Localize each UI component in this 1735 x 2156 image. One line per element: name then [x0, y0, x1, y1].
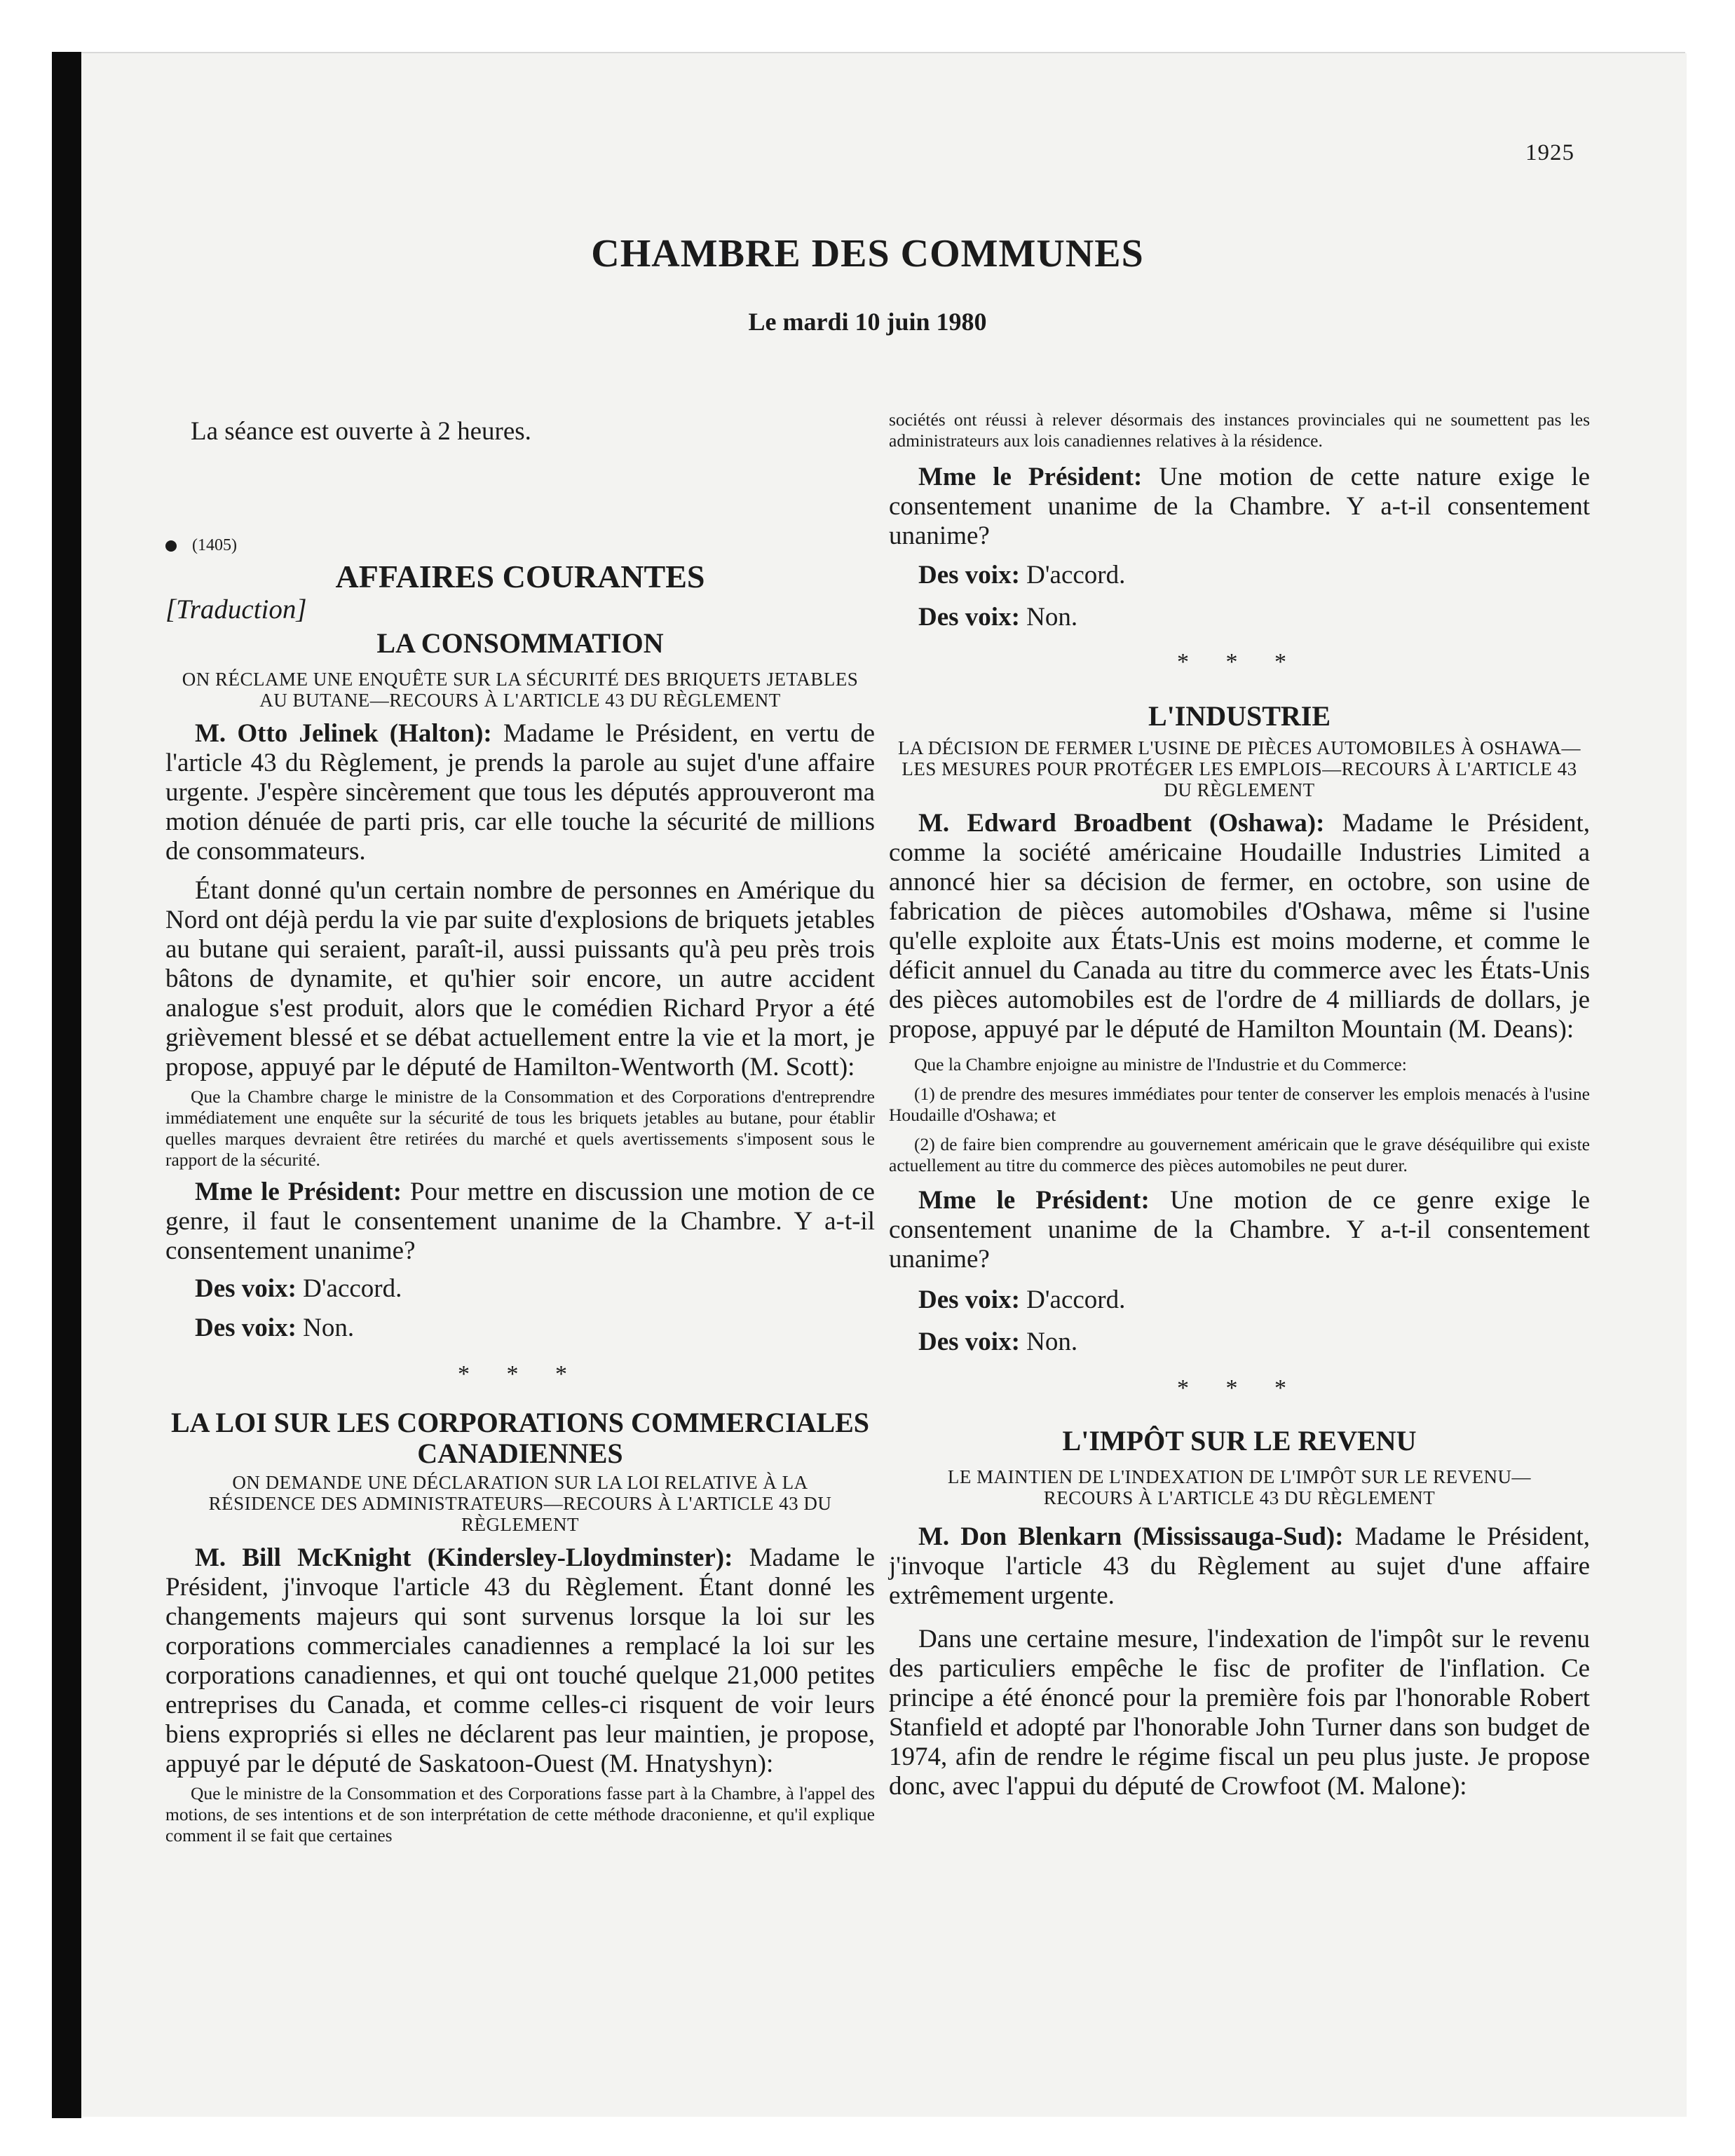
speech-text: Madame le Président, comme la société américaine Houdaille Industries Limited a annoncé hier sa décision de fermer, en octobre, son usine de fabrication de pièces automobiles d'Oshawa, même si l'usine qu'elle exploite aux États-Unis est moins moderne, et comme le déficit annuel du Canada au titre du commerce avec les États-Unis des pièces automobiles est de l'ordre de 4 milliards de dollars, je propose, appuyé par le député de Hamilton Mountain (M. Deans):: [889, 809, 1590, 1044]
speaker-name: Des voix:: [918, 603, 1020, 632]
speaker-name: Des voix:: [195, 1314, 297, 1342]
speech-president-2: [889, 463, 1590, 551]
speech-mcknight: [165, 1543, 875, 1779]
right-column: [889, 409, 1590, 1801]
speech-text: Non.: [1019, 1328, 1078, 1356]
speech-voices-4: [889, 603, 1590, 632]
section-separator: * * *: [1177, 649, 1302, 675]
section-title-industrie: L'INDUSTRIE: [1148, 700, 1331, 732]
speaker-name: M. Don Blenkarn (Mississauga-Sud):: [918, 1522, 1344, 1551]
section-subtitle-industrie: LA DÉCISION DE FERMER L'USINE DE PIÈCES AUTOMOBILES À OSHAWA—LES MESURES POUR PROTÉGER LES EMPLOIS—RECOURS À L'ARTICLE 43 DU RÈGLEMENT: [898, 737, 1581, 800]
motion-text-continued: sociétés ont réussi à relever désormais des instances provinciales qui ne soumettent pas les administrateurs aux lois canadiennes relatives à la résidence.: [889, 409, 1590, 451]
speaker-name: Des voix:: [195, 1274, 297, 1303]
timestamp-text: (1405): [192, 536, 237, 554]
motion-text-corporations: Que le ministre de la Consommation et des Corporations fasse part à la Chambre, à l'appel des motions, de ses intentions et de son interprétation de cette méthode draconienne, et qu'il explique comment il se fait que certaines: [165, 1783, 875, 1845]
translation-tag: [Traduction]: [165, 594, 307, 625]
motion-text-consommation: Que la Chambre charge le ministre de la Consommation et des Corporations d'entreprendre immédiatement une enquête sur la sécurité de tous les briquets jetables au butane, pour établir quelles marques devraient être retirées du marché et quels avertissements s'imposent sous le rapport de la sécurité.: [165, 1086, 875, 1170]
section-separator: * * *: [1177, 1375, 1302, 1401]
speech-broadbent: [889, 809, 1590, 1044]
speech-president-1: [165, 1178, 875, 1266]
speech-jelinek-2: Étant donné qu'un certain nombre de personnes en Amérique du Nord ont déjà perdu la vie par suite d'explosions de briquets jetables au butane qui seraient, paraît-il, aussi puissants qu'à peu près trois bâtons de dynamite, et qu'hier soir encore, un autre accident analogue s'est produit, alors que le comédien Richard Pryor a été grièvement blessé et se débat actuellement entre la vie et la mort, je propose, appuyé par le député de Hamilton-Wentworth (M. Scott):: [165, 876, 875, 1082]
speech-text: Pour mettre en discussion une motion de ce genre, il faut le consentement unanime de la Chambre. Y a-t-il consentement unanime?: [165, 1178, 875, 1265]
speech-voices-5: [889, 1285, 1590, 1315]
speaker-name: Mme le Président:: [918, 1186, 1150, 1215]
timestamp-marker: [165, 536, 875, 555]
motion-item-1: (1) de prendre des mesures immédiates pour tenter de conserver les emplois menacés à l'usine Houdaille d'Oshawa; et: [889, 1084, 1590, 1125]
section-subtitle-consommation: ON RÉCLAME UNE ENQUÊTE SUR LA SÉCURITÉ DES BRIQUETS JETABLES AU BUTANE—RECOURS À L'ARTICLE 43 DU RÈGLEMENT: [182, 669, 859, 711]
speech-text: Une motion de ce genre exige le consentement unanime de la Chambre. Y a-t-il consentement unanime?: [889, 1186, 1590, 1274]
speech-text: Madame le Président, en vertu de l'article 43 du Règlement, je prends la parole au sujet d'une affaire urgente. J'espère sincèrement que tous les députés approuveront ma motion dénuée de parti pris, car elle touche la sécurité de millions de consommateurs.: [165, 719, 876, 866]
speaker-name: Mme le Président:: [195, 1178, 402, 1206]
section-title-impot: L'IMPÔT SUR LE REVENU: [1062, 1425, 1417, 1456]
speech-voices-1: [165, 1274, 875, 1304]
section-subtitle-corporations: ON DEMANDE UNE DÉCLARATION SUR LA LOI RELATIVE À LA RÉSIDENCE DES ADMINISTRATEURS—RECOURS À L'ARTICLE 43 DU RÈGLEMENT: [208, 1472, 832, 1535]
page-number: 1925: [1525, 140, 1574, 165]
speech-blenkarn-2: Dans une certaine mesure, l'indexation de l'impôt sur le revenu des particuliers empêche le fisc de profiter de l'inflation. Ce principe a été énoncé pour la première fois par l'honorable Robert Stanfield et adopté par l'honorable John Turner dans son budget de 1974, afin de rendre le régime fiscal un peu plus juste. Je propose donc, avec l'appui du député de Crowfoot (M. Malone):: [889, 1625, 1590, 1801]
speech-voices-6: [889, 1328, 1590, 1357]
speech-text: D'accord.: [296, 1274, 402, 1303]
motion-item-2: (2) de faire bien comprendre au gouvernement américain que le grave déséquilibre qui existe actuellement au titre du commerce des pièces automobiles ne peut durer.: [889, 1134, 1590, 1175]
speaker-name: Des voix:: [918, 561, 1020, 589]
speaker-name: Des voix:: [918, 1285, 1020, 1314]
speech-text: D'accord.: [1019, 1285, 1126, 1314]
section-subtitle-impot: LE MAINTIEN DE L'INDEXATION DE L'IMPÔT SUR LE REVENU—RECOURS À L'ARTICLE 43 DU RÈGLEMENT: [947, 1466, 1532, 1508]
speaker-name: Mme le Président:: [918, 463, 1143, 491]
speech-voices-3: [889, 561, 1590, 590]
sitting-opening: La séance est ouverte à 2 heures.: [191, 417, 531, 446]
speech-voices-2: [165, 1314, 875, 1343]
speech-jelinek-1: [165, 719, 875, 866]
page-title: CHAMBRE DES COMMUNES: [591, 232, 1144, 275]
speech-text: Madame le Président, j'invoque l'article 43 du Règlement au sujet d'une affaire extrêmement urgente.: [889, 1522, 1590, 1610]
bullet-icon: [165, 540, 177, 552]
speaker-name: M. Otto Jelinek (Halton):: [195, 719, 492, 748]
left-column: [165, 416, 875, 1846]
speech-text: Une motion de cette nature exige le consentement unanime de la Chambre. Y a-t-il consentement unanime?: [889, 463, 1590, 550]
sitting-date: Le mardi 10 juin 1980: [748, 308, 987, 336]
speech-text: Non.: [296, 1314, 355, 1342]
speaker-name: M. Bill McKnight (Kindersley-Lloydminster):: [195, 1543, 733, 1572]
speaker-name: M. Edward Broadbent (Oshawa):: [918, 809, 1325, 838]
speech-text: Madame le Président, j'invoque l'article 43 du Règlement. Étant donné les changements majeurs qui sont survenus lorsque la loi sur les corporations commerciales canadiennes a remplacé la loi sur les corporations canadiennes, et qui ont touché quelque 21,000 petites entreprises du Canada, et comme celles-ci risquent de voir leurs biens expropriés si elles ne déclarent pas leur maintien, je propose, appuyé par le député de Saskatoon-Ouest (M. Hnatyshyn):: [165, 1543, 876, 1778]
speech-blenkarn-1: [889, 1522, 1590, 1611]
section-separator: * * *: [458, 1361, 583, 1387]
section-title-consommation: LA CONSOMMATION: [376, 627, 664, 659]
section-title-corporations: LA LOI SUR LES CORPORATIONS COMMERCIALES CANADIENNES: [170, 1407, 870, 1469]
speech-president-3: [889, 1186, 1590, 1274]
speech-text: D'accord.: [1019, 561, 1126, 589]
rubric-heading: AFFAIRES COURANTES: [335, 559, 705, 594]
speech-text: Non.: [1019, 603, 1078, 632]
scan-left-edge: [52, 52, 81, 2118]
motion-intro-industrie: Que la Chambre enjoigne au ministre de l'Industrie et du Commerce:: [914, 1054, 1407, 1074]
speaker-name: Des voix:: [918, 1328, 1020, 1356]
